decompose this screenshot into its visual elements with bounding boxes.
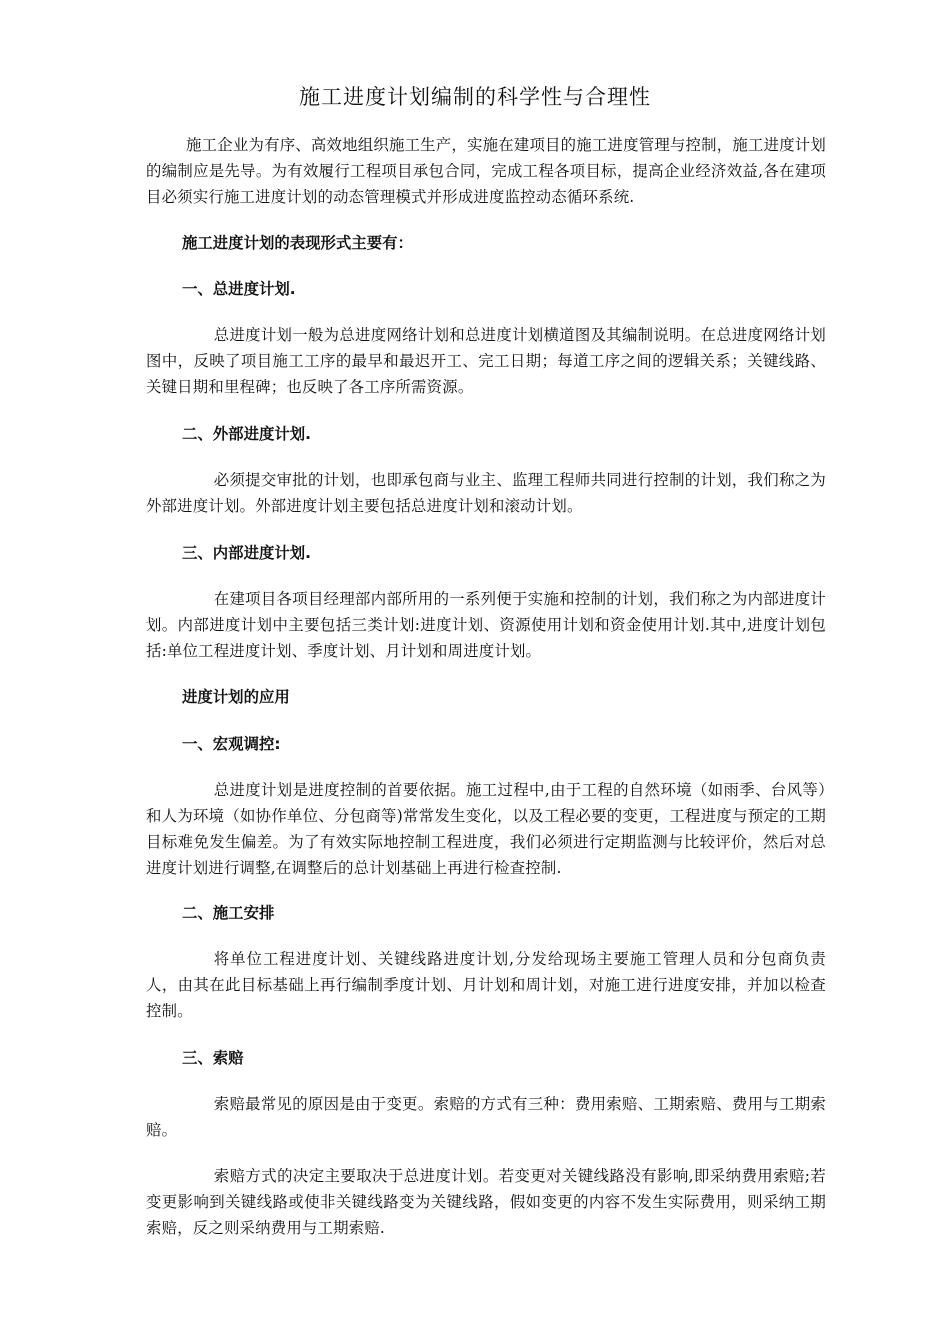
paragraph-overall-schedule: 总进度计划一般为总进度网络计划和总进度计划横道图及其编制说明。在总进度网络计划图中，反映了项目施工工序的最早和最迟开工、完工日期；每道工序之间的逻辑关系；关键线路、关键日期和里程碑；也反映了各工序所需资源。	[146, 326, 826, 396]
heading-macro-control: 一、宏观调控:	[182, 735, 281, 753]
paragraph-claims-method: 索赔方式的决定主要取决于总进度计划。若变更对关键线路没有影响,即采纳费用索赔;若变更影响到关键线路或使非关键线路变为关键线路，假如变更的内容不发生实际费用，则采纳工期索赔，反之则采纳费用与工期索赔.	[146, 1167, 826, 1237]
paragraph-macro-control: 总进度计划是进度控制的首要依据。施工过程中,由于工程的自然环境（如雨季、台风等）和人为环境（如协作单位、分包商等)常常发生变化，以及工程必要的变更，工程进度与预定的工期目标难免发生偏差。为了有效实际地控制工程进度，我们必须进行定期监测与比较评价，然后对总进度计划进行调整,在调整后的总计划基础上再进行检查控制.	[146, 781, 826, 877]
document-title: 施工进度计划编制的科学性与合理性	[299, 85, 651, 109]
paragraph-construction-arrangement: 将单位工程进度计划、关键线路进度计划,分发给现场主要施工管理人员和分包商负责人，由其在此目标基础上再行编制季度计划、月计划和周计划，对施工进行进度安排，并加以检查控制。	[146, 950, 826, 1020]
heading-overall-schedule: 一、总进度计划.	[182, 280, 296, 298]
heading-internal-schedule: 三、内部进度计划.	[182, 544, 311, 562]
heading-external-schedule: 二、外部进度计划.	[182, 425, 311, 443]
paragraph-claims-causes: 索赔最常见的原因是由于变更。索赔的方式有三种：费用索赔、工期索赔、费用与工期索赔。	[146, 1095, 826, 1139]
heading-construction-arrangement: 二、施工安排	[182, 904, 275, 922]
intro-paragraph: 施工企业为有序、高效地组织施工生产，实施在建项目的施工进度管理与控制，施工进度计划的编制应是先导。为有效履行工程项目承包合同，完成工程各项目标，提高企业经济效益,各在建项目必须实行施工进度计划的动态管理模式并形成进度监控动态循环系统.	[146, 136, 826, 206]
section-heading-application: 进度计划的应用	[182, 688, 290, 706]
paragraph-internal-schedule: 在建项目各项目经理部内部所用的一系列便于实施和控制的计划，我们称之为内部进度计划。内部进度计划中主要包括三类计划:进度计划、资源使用计划和资金使用计划.其中,进度计划包括:单位工程进度计划、季度计划、月计划和周进度计划。	[146, 590, 826, 660]
paragraph-external-schedule: 必须提交审批的计划，也即承包商与业主、监理工程师共同进行控制的计划，我们称之为外部进度计划。外部进度计划主要包括总进度计划和滚动计划。	[146, 471, 826, 515]
heading-claims: 三、索赔	[182, 1049, 244, 1067]
section-heading-forms: 施工进度计划的表现形式主要有：	[182, 234, 413, 252]
